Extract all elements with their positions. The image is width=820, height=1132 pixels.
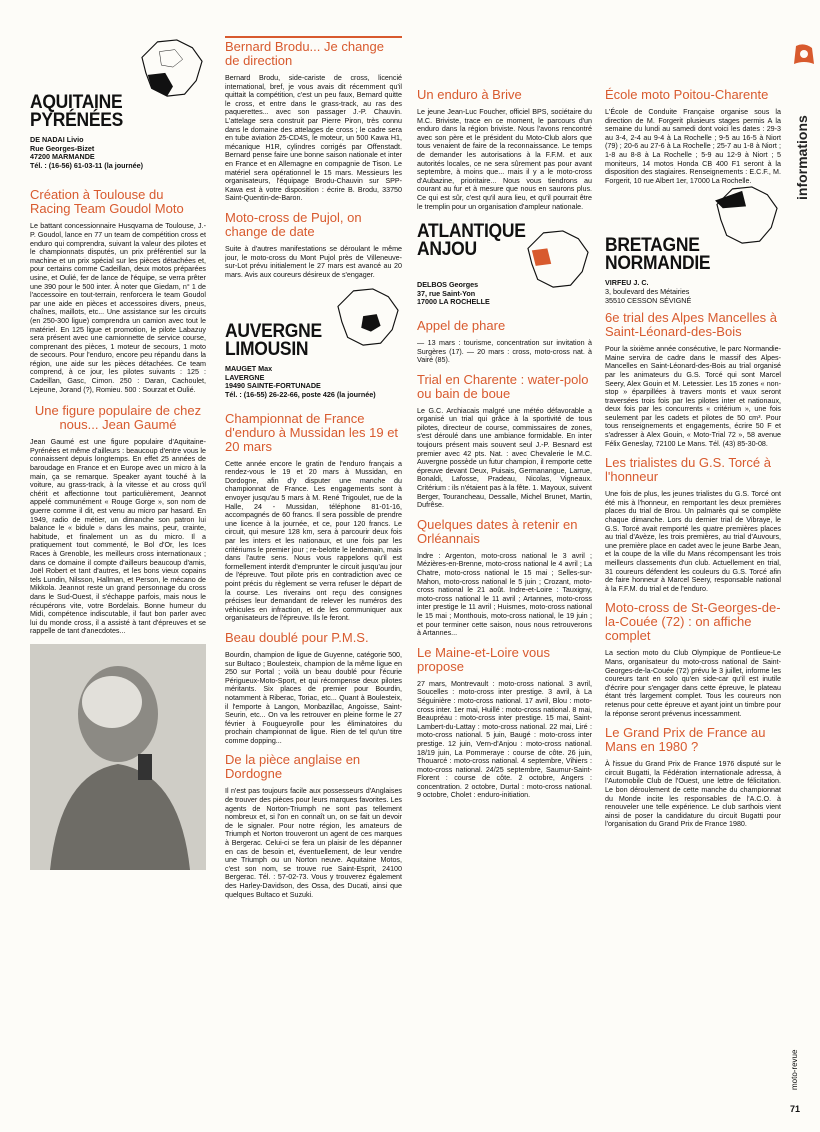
article-title: École moto Poitou-Charente [605,87,769,102]
region-bretagne [605,193,781,305]
region-aquitaine [30,38,206,170]
column-2 [225,36,402,1126]
article [605,88,781,185]
article-body: Pour la sixième année consécutive, le parc Normandie-Maine servira de cadre dans le massif des Alpes-Mancelles en Saint-Léonard-des-Bois au trial organisé par les animateurs du G.S. Torcé qui sont Marcel Seery, Alex Gouin et M. Letessier. Les 15 zones « non-stop » éparpillées à travers monts et vaux seront traversées trois fois par les pilotes inter et nationaux, deux fois par les concurrents « critérium », une fois seulement par les cadets et pilotes de 50 cm³. Pour tous renseignements et engagements, écrire 50 F et s'adresser à Alex Gouin, « Moto-Trial 72 », 58 avenue Félix Geneslay, 72100 Le Mans. Tél. (43) 85-30-08. [605,345,781,448]
article [225,36,402,203]
article-title: Une figure populaire de chez nous... Jean Gaumé [34,403,202,433]
article-title: 6e trial des Alpes Mancelles à Saint-Léonard-des-Bois [605,310,777,340]
article-title: Trial en Charente : water-polo ou bain de boue [417,371,589,401]
article-title: De la pièce anglaise en Dordogne [225,752,361,782]
region-name: BRETAGNE NORMANDIE [605,235,711,275]
article-body: Bernard Brodu, side-cariste de cross, licencié international, bref, je vous avais dit récemment qu'il quittait la compétition, c'est un peu faux, Bernard quitte le cross, et entre dans le grass-track, au ras des paquerettes... avec son passager J.-P. Chauvin. L'attelage sera construit par Pierre Piron, très connu dans le domaine des attelages de cross ; le cadre sera en tube aviation 25-CD4S, le moteur, un 500 Kawa H1, mécanique H1R, cylindres corrigés par Offenstadt. Bernard pense faire une bonne saison nationale et inter en France et en Allemagne en compagnie de Tison. Le matériel sera opérationnel le 15 mars. Messieurs les organisateurs, l'équipage Brodu-Chauvin sur SPP-Kawa est à votre disposition : écrire B. Brodu, 33750 Saint-Quentin-de-Baron. [225,74,402,203]
article [605,311,781,448]
article-title: Le Maine-et-Loire vous propose [417,644,550,674]
article-body: La section moto du Club Olympique de Pontlieue-Le Mans, organisateur du moto-cross national de Saint-Georges-de-la-Couée (72) prévu le 3 juillet, informe les coureurs tant en solo qu'en side-car qu'il est inutile d'écrire pour s'engager dans cette épreuve, le plateau étant très largement complet. Tous les coureurs non retenus pour cette épreuve et ayant joint un timbre pour la réponse seront prévenus incessamment. [605,649,781,718]
article [225,631,402,746]
article [417,518,592,638]
article-body: Il n'est pas toujours facile aux possesseurs d'Anglaises de trouver des pièces pour leurs marques favorites. Les agents de Norton-Triumph ne sont pas tellement nombreux et, si l'on en connaît un, on se fait un devoir de le signaler. Pour notre région, les amateurs de Triumph et Norton trouveront un agent de ces marques à Bergerac. Celui-ci se fera un plaisir de les dépanner en cas de besoin et, éventuellement, de leur vendre une Triumph ou un Norton neuve. Aquitaine Motos, c'est son nom, se trouve rue Saint-Esprit, 24100 Bergerac. Tél. : 57-02-73. Vous y trouverez également des Harley-Davidson, des Ossa, des Ducati, ainsi que quelques Bultaco et Suzuki. [225,787,402,899]
article-title: Un enduro à Brive [417,87,522,102]
article-body: Bourdin, champion de ligue de Guyenne, catégorie 500, sur Bultaco ; Boulesteix, champion de la même ligue en 250 sur Portal ; voilà un beau doublé pour l'écurie Périgueux-Moto-Sport, et qui récompense deux pilotes méritants. Six places de premier pour Bourdin, notamment à Riberac, Toriac, etc... Quant à Boulesteix, il l'emporte à Langon, Monbazillac, Angoisse, Saint-Seurin, etc... On va les retrouver en pleine forme le 27 février à Fougueyrolle pour les éliminatoires du prochain championnat de ligue. Rien de tel qu'un titre comme dopping... [225,650,402,745]
column-1 [30,38,206,1128]
article-body: Jean Gaumé est une figure populaire d'Aquitaine-Pyrénées et même d'ailleurs : beaucoup d'entre vous le connaissent depuis longtemps. En effet 25 années de baroudage en France et en Europe avec un micro à la main, ça se remarque. Speaker ayant touché à la voiture, au grass-track, à la vitesse et au cross qu'il chérit et affectionne tout particulièrement, Jeannot appelé communément « Rouge Gorge », son nom de guerre comme il dit, est venu au micro par hasard. En 1949, radio de métier, un dimanche son patron lui balance le « bidule » dans les mains, peur, crainte, habitude, et finalement un as du micro. Il a pratiquement tout commenté, le Bol d'Or, les Ices Races à Grenoble, les meilleurs cross internationaux ; dans ce domaine il compte d'ailleurs beaucoup d'amis, Joël Robert et tant d'autres, et les bons vieux copains tels Lundin, Nilsson, Hallman, et Person, le mécano de Mikkola. Jeannot reste un grand personnage du cross dans le Sud-Ouest, il s'échappe parfois, mais nous le récupérons vite, votre Bordelais. Bonne humeur du Midi, compétence indiscutable, il faut bon parler avec lui du monde cross, il a assisté à tant d'épreuves et se rappelle de tant d'anecdotes... [30,438,206,636]
article-body: Le G.C. Archiacais malgré une météo défavorable a organisé un trial qui grâce à la sportivité de tous pilotes, directeur de course, commissaires de zones, s'est déroulé dans une ambiance formidable. En inter toujours présent mais souvent seul J.-P. Besnard est premier avec 42 pts. Nat. : avec Chevalerie le M.C. Auvergne possède un futur champion, il remporte cette épreuve devant Deux, Puisais, Germanangue, Larrue, Bonaldi, Lafosse, Pradeau, Nicolas, Vigneaux. Critérium : ils n'étaient pas à la fête. 1. Mayoux, suivent Berger, Tourancheau, Dessalle, Michel Brunet, Martin, Dufrêse. [417,406,592,510]
region-atlantique [417,219,592,307]
article-body: Indre : Argenton, moto-cross national le 3 avril ; Mézières-en-Brenne, moto-cross national le 4 avril ; La Chatre, moto-cross national le 15 mai ; Selles-sur-Mahon, moto-cross national le 5 juin ; Crozant, moto-cross national le 21 août. Indre-et-Loire : Tauxigny, moto-cross national le 11 avril ; Artannes, moto-cross inter prestige le 11 avril ; Huismes, moto-cross national le 15 mai ; Monthouis, moto-cross national, le 19 juin ; et pour terminer cette saison, nous nous retrouverons à Artannes... [417,551,592,638]
article-title: Beau doublé pour P.M.S. [225,629,369,645]
region-contact: DELBOS Georges 37, rue Saint-Yon 17000 LA ROCHELLE [417,280,490,307]
article [30,404,206,636]
region-contact: MAUGET Max LAVERGNE 19490 SAINTE-FORTUNADE Tél. : (16-55) 26-22-66, poste 426 (la journée) [225,364,376,400]
photo-illustration [30,644,206,870]
section-label: informations [794,115,810,200]
article-title: Quelques dates à retenir en Orléannais [417,516,578,546]
article-title: Appel de phare [417,317,506,333]
article-body: Le battant concessionnaire Husqvarna de Toulouse, J.-P. Goudol, lance en 77 un team de compétition cross et enduro qui comprendra, suivant la valeur des pilotes et le championnats disputés, un prix préférentiel sur la machine et un prix spécial sur les pièces détachées et, pour certains comme Cadeillan, deux motos préparées usine, et Oulié, fer de lance de l'équipe, se verra prêter une 390 pour le 500 inter. À noter que Giedam, n° 1 de l'accessoire en tout-terrain, renforcera le team Goudol par une aide en pièces et accessoires divers, pneus, chaînes, maillots, etc... Une assistance sur les circuits (en 250-300 ligue) comprendra un camion avec tout le matériel. En 125 ligue et promotion, le pilote Labazuy sera présent avec une camionnette de service course, comprenant des pièces, 1 moteur de secours, 1 moto de secours. Pour l'enduro, encore peu répandu dans la région, une aide sur les pièces détachées. Ce team comprend, à ce jour, les pilotes suivants : 125 : Cadeillan, Gasc, Cimon. 250 : Daran, Cachoulet, Lejeune, Jorand (?), Romieu. 500 : Sourzat et Oulié. [30,222,206,394]
article [605,456,781,593]
article-title: Moto-cross de Pujol, on change de date [225,209,362,239]
article [417,88,592,211]
article-title: Le Grand Prix de France au Mans en 1980 ? [605,725,766,755]
article-title: Les trialistes du G.S. Torcé à l'honneur [605,455,771,485]
article-body: L'École de Conduite Française organise sous la direction de M. Forgerit plusieurs stages permis A la semaine du lundi au samedi dont voici les dates : 29-3 au 3-4, 2-4 au 9-4 à La Rochelle ; 9-5 au 16-5 à Niort (79) ; 20-6 au 27-6 à La Rochelle ; 25-7 au 1-8 à Niort ; 1-8 au 8-8 à La Rochelle ; 5-9 au 12-9 à Niort ; 5 moniteurs, 14 motos Honda CB 400 F1 seront à la disposition des stagiaires. Renseignements : E.C.F., M. Forgerit, 10 rue Albert 1er, 17000 La Rochelle. [605,108,781,185]
article-body: Une fois de plus, les jeunes trialistes du G.S. Torcé ont été mis à l'honneur, en remportant les deux premières places du trial de Brou. Un palmarès qui se complète chaque dimanche. Lors du dernier trial de Vibraye, le G.S. Torcé avait remporté les quatre premières places au trial d'Avèze, les trois premières, au trial d'Auvours, une première place en cadet avec le jeune Barbe Jean, et la coupe de la ville du Mans récompensant les trois meilleurs classements d'un club. Actuellement en trial, 31 coureurs défendent les couleurs du G.S. Torcé afin de faire honneur à Marcel Seery, responsable national à la F.F.M. du trial et de l'enduro. [605,490,781,593]
informations-icon [792,42,816,68]
article-body: 27 mars, Montrevault : moto-cross national. 3 avril, Soucelles : moto-cross inter prestige. 3 avril, à La Séguinière : moto-cross national. 17 avril, Blou : moto-cross inter. 1er mai, Huillé : moto-cross national. 8 mai, Beaupréau : moto-cross inter prestige. 15 mai, Saint-Lambert-du-Lattay : moto-cross national. 22 mai, Liré : moto-cross national. 5 juin, Baugé : moto-cross inter prestige. 12 juin, Vern-d'Anjou : moto-cross national. 18/19 juin, La Pommeraye : course de côte. 26 juin, Thouarcé : moto-cross national. 4 septembre, Vihiers : moto-cross national. 24/25 septembre, Saumur-Saint-Florent : course de côte. 2 octobre, Angers : concentration. 2 octobre, Durtal : moto-cross national. 9 octobre, Cholet : enduro-initiation. [417,679,592,800]
article-body: Cette année encore le gratin de l'enduro français a rendez-vous le 19 et 20 mars à Mussidan, en Dordogne, afin d'y disputer une manche du championnat de France. Les engagements sont à envoyer jusqu'au 5 mars à M. René Trigoulet, rue de la Halle, 24 - Mussidan, téléphone 81-01-16, accompagnés de 60 francs. Il sera possible de prendre une licence à la journée, et ce, pour 120 francs. Le circuit, qui mesure 128 km, sera à parcourir deux fois par les inters et les nationaux, et une fois par les critériums le premier jour ; re-belotte le lendemain, mais dans l'autre sens. Nous vous rappelons qu'il est formellement interdit d'emprunter le circuit jusqu'au jour de l'épreuve. Tout pilote pris en contradiction avec ce point précis du règlement se verra refuser le départ de la course. Les riverains ont reçu des consignes précises leur demandant de relever les numéros des véhicules en infraction, et de les communiquer aux organisateurs de l'épreuve. Ils le feront. [225,459,402,623]
article-title: Championnat de France d'enduro à Mussidan les 19 et 20 mars [225,410,399,454]
page-number: 71 [790,1104,801,1114]
region-name: ATLANTIQUE ANJOU [417,221,526,261]
portrait-photo [30,644,206,870]
article-body: Suite à d'autres manifestations se déroulant le même jour, le moto-cross du Mont Pujol près de Villeneuve-sur-Lot prévu initialement le 27 mars est avancé au 20 mars. Avis aux coureurs désireux de s'engager. [225,244,402,279]
article-body: Le jeune Jean-Luc Foucher, officiel BPS, sociétaire du M.C. Briviste, trace en ce moment, le parcours d'un enduro dans la région briviste. Nous l'avons rencontré avec son père et le président du Moto-Club alors que tous venaient de faire de la reconnaissance. Le temps de demander les autorisations à la F.F.M. et aux autorités locales, ce ne sera sûrement pas pour avant septembre, à moins que... mais il y a le moto-cross d'Aubazine, prioritaire... Nous vous tiendrons au courant au fur et à mesure que nous en saurons plus. Ce qui est sûr, c'est qu'il aura lieu, et qu'il pourrait être le tremplin pour un organisation d'ampleur nationale. [417,108,592,211]
article-body: — 13 mars : tourisme, concentration sur invitation à Surgères (17). — 20 mars : cross, moto-cross nat. à Vairé (85). [417,338,592,365]
column-3 [417,36,592,1126]
article [417,373,592,510]
article [605,726,781,829]
france-map-icon [138,38,206,100]
section-sidebar [790,0,820,1132]
region-auvergne [225,287,402,399]
article [225,412,402,623]
article [225,211,402,279]
article [30,188,206,394]
article [225,753,402,899]
article-title: Bernard Brodu... Je change de direction [225,39,384,68]
region-contact: DE NADAI Livio Rue Georges-Bizet 47200 MARMANDE Tél. : (16-56) 61-03-11 (la journée) [30,135,144,170]
region-contact: VIRFEU J. C. 3, boulevard des Métairies 35510 CESSON SÉVIGNÉ [605,278,692,305]
article-title: Moto-cross de St-Georges-de-la-Couée (72) : on affiche complet [605,600,781,644]
magazine-name: moto-revue [790,1049,799,1090]
article [417,319,592,365]
article-title: Création à Toulouse du Racing Team Goudol Moto [30,187,184,217]
article [605,601,781,718]
region-name: AUVERGNE LIMOUSIN [225,321,322,361]
article [417,646,592,800]
article-body: À l'issue du Grand Prix de France 1976 disputé sur le circuit Bugatti, la Fédération internationale adressa, à l'Automobile Club de l'Ouest, une lettre de félicitation. Le bon déroulement de cette manche du championnat du Monde incite les responsables de l'A.C.O. à renouveler une telle expérience. Le club sarthois vient ainsi de poser la candidature du circuit Bugatti pour l'organisation du Grand Prix de France 1980. [605,760,781,829]
region-name: AQUITAINE PYRÉNÉES [30,92,124,131]
column-4 [605,36,781,1126]
